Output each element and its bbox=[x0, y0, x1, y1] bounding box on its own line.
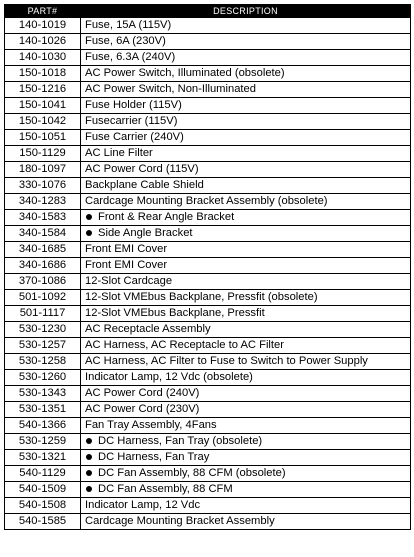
part-number-cell: 501-1092 bbox=[5, 290, 81, 306]
table-row bbox=[5, 434, 411, 450]
description-header: DESCRIPTION bbox=[81, 5, 411, 18]
part-number-cell: 340-1583 bbox=[5, 210, 81, 226]
description-cell bbox=[81, 210, 411, 226]
description-text: Fuse Carrier (240V) bbox=[85, 131, 184, 143]
description-cell bbox=[81, 354, 411, 370]
table-row bbox=[5, 514, 411, 530]
description-cell bbox=[81, 258, 411, 274]
description-text: Fuse, 6A (230V) bbox=[85, 35, 166, 47]
table-row bbox=[5, 66, 411, 82]
bullet-icon bbox=[86, 454, 92, 460]
bullet-icon bbox=[86, 470, 92, 476]
description-cell bbox=[81, 306, 411, 322]
table-row bbox=[5, 418, 411, 434]
part-number-cell: 540-1509 bbox=[5, 482, 81, 498]
description-text: Fuse, 6.3A (240V) bbox=[85, 51, 176, 63]
bullet-icon bbox=[86, 486, 92, 492]
table-row bbox=[5, 450, 411, 466]
description-cell bbox=[81, 242, 411, 258]
description-cell bbox=[81, 194, 411, 210]
part-number-cell: 180-1097 bbox=[5, 162, 81, 178]
part-number-cell: 140-1019 bbox=[5, 18, 81, 34]
table-row bbox=[5, 466, 411, 482]
description-text: AC Line Filter bbox=[85, 147, 153, 159]
description-text: DC Fan Assembly, 88 CFM (obsolete) bbox=[98, 467, 286, 479]
part-number-cell: 501-1117 bbox=[5, 306, 81, 322]
description-text: Front EMI Cover bbox=[85, 259, 168, 271]
description-text: DC Harness, Fan Tray bbox=[98, 451, 210, 463]
table-row bbox=[5, 146, 411, 162]
part-number-cell: 540-1366 bbox=[5, 418, 81, 434]
bullet-icon bbox=[86, 214, 92, 220]
table-row bbox=[5, 130, 411, 146]
description-text: Backplane Cable Shield bbox=[85, 179, 204, 191]
part-number-cell: 150-1129 bbox=[5, 146, 81, 162]
description-text: 12-Slot VMEbus Backplane, Pressfit bbox=[85, 307, 265, 319]
part-number-cell: 370-1086 bbox=[5, 274, 81, 290]
description-text: 12-Slot VMEbus Backplane, Pressfit (obsolete) bbox=[85, 291, 318, 303]
description-cell bbox=[81, 82, 411, 98]
part-number-cell: 540-1585 bbox=[5, 514, 81, 530]
parts-list-page bbox=[4, 4, 410, 552]
description-cell bbox=[81, 274, 411, 290]
part-number-cell: 530-1230 bbox=[5, 322, 81, 338]
description-cell bbox=[81, 402, 411, 418]
part-number-cell: 150-1216 bbox=[5, 82, 81, 98]
description-cell bbox=[81, 466, 411, 482]
description-text: AC Harness, AC Receptacle to AC Filter bbox=[85, 339, 284, 351]
description-cell bbox=[81, 482, 411, 498]
description-text: Cardcage Mounting Bracket Assembly (obsolete) bbox=[85, 195, 328, 207]
description-text: Fan Tray Assembly, 4Fans bbox=[85, 419, 217, 431]
description-cell bbox=[81, 98, 411, 114]
table-row bbox=[5, 114, 411, 130]
table-row bbox=[5, 18, 411, 34]
part-number-header: PART# bbox=[5, 5, 81, 18]
table-header-row bbox=[5, 5, 411, 18]
description-text: Indicator Lamp, 12 Vdc (obsolete) bbox=[85, 371, 253, 383]
description-cell bbox=[81, 386, 411, 402]
description-cell bbox=[81, 130, 411, 146]
description-text: Front & Rear Angle Bracket bbox=[98, 211, 235, 223]
part-number-cell: 530-1351 bbox=[5, 402, 81, 418]
description-text: Indicator Lamp, 12 Vdc bbox=[85, 499, 201, 511]
table-row bbox=[5, 338, 411, 354]
part-number-cell: 150-1018 bbox=[5, 66, 81, 82]
description-cell bbox=[81, 178, 411, 194]
table-row bbox=[5, 210, 411, 226]
bullet-icon bbox=[86, 230, 92, 236]
description-text: DC Harness, Fan Tray (obsolete) bbox=[98, 435, 263, 447]
description-cell bbox=[81, 34, 411, 50]
description-cell bbox=[81, 146, 411, 162]
part-number-cell: 530-1259 bbox=[5, 434, 81, 450]
part-number-cell: 140-1030 bbox=[5, 50, 81, 66]
description-text: 12-Slot Cardcage bbox=[85, 275, 173, 287]
part-number-cell: 150-1051 bbox=[5, 130, 81, 146]
description-text: AC Power Switch, Illuminated (obsolete) bbox=[85, 67, 285, 79]
description-cell bbox=[81, 434, 411, 450]
description-cell bbox=[81, 322, 411, 338]
part-number-cell: 340-1283 bbox=[5, 194, 81, 210]
parts-table-body bbox=[5, 18, 411, 530]
table-row bbox=[5, 98, 411, 114]
description-cell bbox=[81, 418, 411, 434]
description-text: Fuse Holder (115V) bbox=[85, 99, 182, 111]
description-text: Fusecarrier (115V) bbox=[85, 115, 178, 127]
description-cell bbox=[81, 290, 411, 306]
description-text: AC Harness, AC Filter to Fuse to Switch to Power Supply bbox=[85, 355, 368, 367]
part-number-cell: 540-1129 bbox=[5, 466, 81, 482]
description-cell bbox=[81, 498, 411, 514]
table-row bbox=[5, 386, 411, 402]
table-row bbox=[5, 402, 411, 418]
table-row bbox=[5, 498, 411, 514]
part-number-cell: 340-1584 bbox=[5, 226, 81, 242]
description-text: Fuse, 15A (115V) bbox=[85, 19, 172, 31]
table-row bbox=[5, 482, 411, 498]
part-number-cell: 150-1042 bbox=[5, 114, 81, 130]
part-number-cell: 530-1260 bbox=[5, 370, 81, 386]
description-cell bbox=[81, 114, 411, 130]
table-row bbox=[5, 178, 411, 194]
description-text: DC Fan Assembly, 88 CFM bbox=[98, 483, 233, 495]
table-row bbox=[5, 354, 411, 370]
description-cell bbox=[81, 66, 411, 82]
parts-table bbox=[4, 4, 411, 530]
table-row bbox=[5, 226, 411, 242]
description-cell bbox=[81, 50, 411, 66]
table-row bbox=[5, 322, 411, 338]
description-cell bbox=[81, 226, 411, 242]
description-text: AC Power Cord (115V) bbox=[85, 163, 199, 175]
table-row bbox=[5, 242, 411, 258]
part-number-cell: 530-1257 bbox=[5, 338, 81, 354]
table-row bbox=[5, 162, 411, 178]
description-cell bbox=[81, 162, 411, 178]
table-row bbox=[5, 258, 411, 274]
part-number-cell: 340-1685 bbox=[5, 242, 81, 258]
part-number-cell: 330-1076 bbox=[5, 178, 81, 194]
part-number-cell: 140-1026 bbox=[5, 34, 81, 50]
part-number-cell: 530-1258 bbox=[5, 354, 81, 370]
description-cell bbox=[81, 18, 411, 34]
description-cell bbox=[81, 370, 411, 386]
description-cell bbox=[81, 450, 411, 466]
table-row bbox=[5, 274, 411, 290]
table-row bbox=[5, 82, 411, 98]
table-row bbox=[5, 194, 411, 210]
part-number-cell: 340-1686 bbox=[5, 258, 81, 274]
table-row bbox=[5, 306, 411, 322]
part-number-cell: 530-1343 bbox=[5, 386, 81, 402]
description-cell bbox=[81, 338, 411, 354]
table-row bbox=[5, 370, 411, 386]
part-number-cell: 530-1321 bbox=[5, 450, 81, 466]
description-text: Side Angle Bracket bbox=[98, 227, 193, 239]
description-text: AC Power Cord (230V) bbox=[85, 403, 200, 415]
description-text: Cardcage Mounting Bracket Assembly bbox=[85, 515, 275, 527]
bullet-icon bbox=[86, 438, 92, 444]
description-text: AC Receptacle Assembly bbox=[85, 323, 211, 335]
part-number-cell: 540-1508 bbox=[5, 498, 81, 514]
description-text: Front EMI Cover bbox=[85, 243, 168, 255]
description-cell bbox=[81, 514, 411, 530]
table-row bbox=[5, 50, 411, 66]
table-row bbox=[5, 290, 411, 306]
description-text: AC Power Cord (240V) bbox=[85, 387, 200, 399]
description-text: AC Power Switch, Non-Illuminated bbox=[85, 83, 256, 95]
table-row bbox=[5, 34, 411, 50]
part-number-cell: 150-1041 bbox=[5, 98, 81, 114]
